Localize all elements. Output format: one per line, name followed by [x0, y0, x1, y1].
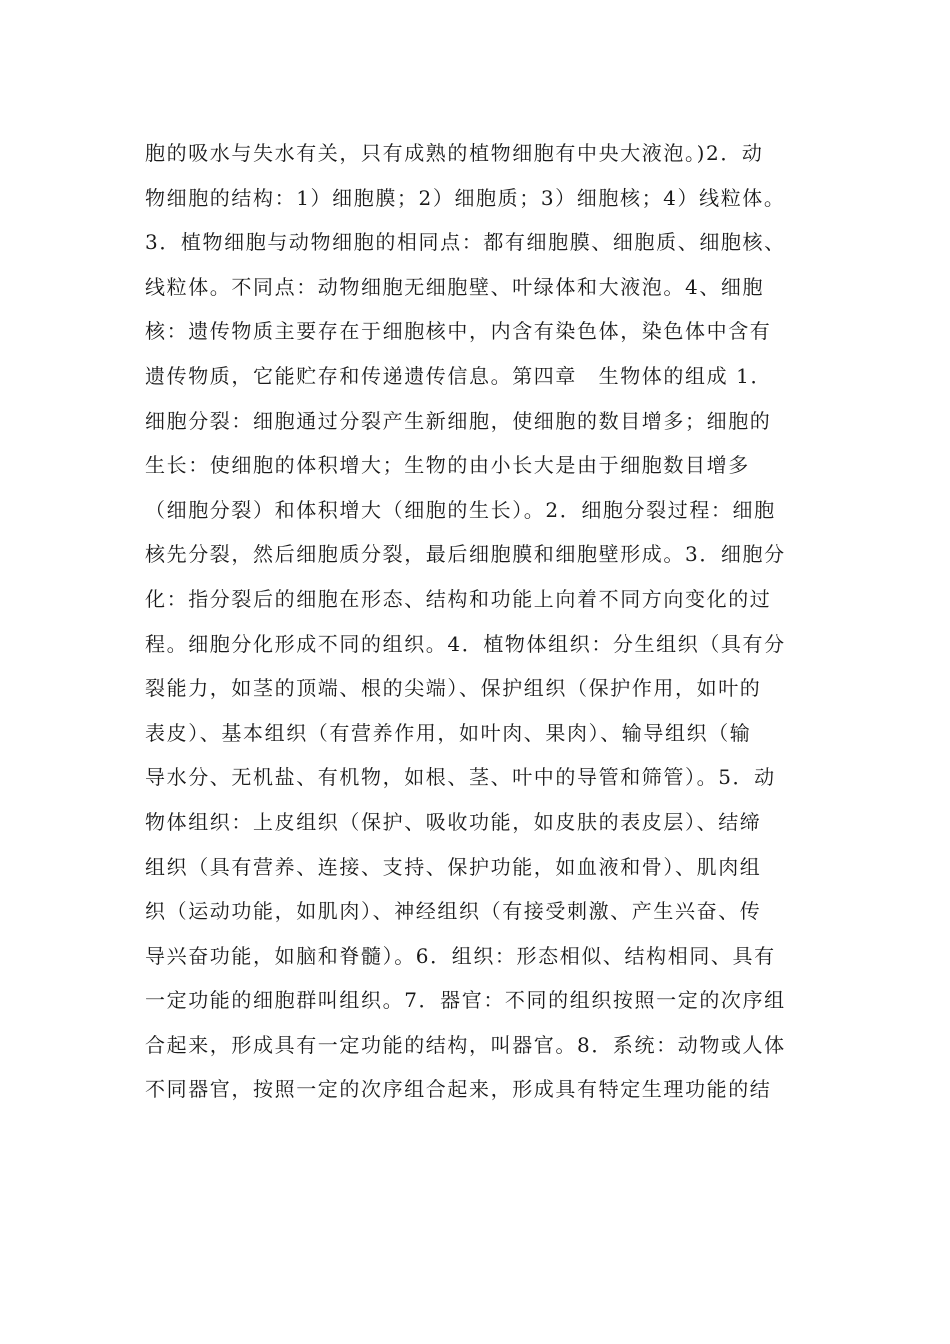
text-line: 3．植物细胞与动物细胞的相同点：都有细胞膜、细胞质、细胞核、	[145, 230, 786, 255]
text-line: 程。细胞分化形成不同的组织。4．植物体组织：分生组织（具有分	[145, 631, 786, 656]
text-line: 核先分裂，然后细胞质分裂，最后细胞膜和细胞壁形成。3．细胞分	[145, 542, 786, 567]
text-line: （细胞分裂）和体积增大（细胞的生长）。2．细胞分裂过程：细胞	[145, 497, 776, 522]
text-line: 生长：使细胞的体积增大；生物的由小长大是由于细胞数目增多	[145, 453, 750, 478]
text-line: 线粒体。不同点：动物细胞无细胞壁、叶绿体和大液泡。4、细胞	[145, 274, 765, 299]
text-line: 组织（具有营养、连接、支持、保护功能，如血液和骨）、肌肉组	[145, 854, 762, 879]
text-line: 裂能力，如茎的顶端、根的尖端）、保护组织（保护作用，如叶的	[145, 676, 762, 701]
text-line: 核：遗传物质主要存在于细胞核中，内含有染色体，染色体中含有	[145, 319, 772, 344]
text-line: 不同器官，按照一定的次序组合起来，形成具有特定生理功能的结	[145, 1077, 772, 1102]
text-line: 遗传物质，它能贮存和传递遗传信息。第四章 生物体的组成 1．	[145, 363, 773, 388]
text-line: 导兴奋功能，如脑和脊髓）。6．组织：形态相似、结构相同、具有	[145, 943, 776, 968]
text-line: 物体组织：上皮组织（保护、吸收功能，如皮肤的表皮层）、结缔	[145, 809, 762, 834]
text-line: 化：指分裂后的细胞在形态、结构和功能上向着不同方向变化的过	[145, 586, 772, 611]
body-text	[145, 131, 810, 1112]
text-line: 织（运动功能，如肌肉）、神经组织（有接受刺激、产生兴奋、传	[145, 899, 762, 924]
text-line: 导水分、无机盐、有机物，如根、茎、叶中的导管和筛管）。5．动	[145, 765, 776, 790]
text-line: 胞的吸水与失水有关，只有成熟的植物细胞有中央大液泡。)2．动	[145, 141, 764, 165]
text-line: 合起来，形成具有一定功能的结构，叫器官。8．系统：动物或人体	[145, 1032, 786, 1057]
text-line: 一定功能的细胞群叫组织。7．器官：不同的组织按照一定的次序组	[145, 988, 786, 1013]
text-line: 物细胞的结构：1）细胞膜；2）细胞质；3）细胞核；4）线粒体。	[145, 185, 786, 210]
text-line: 表皮）、基本组织（有营养作用，如叶肉、果肉）、输导组织（输	[145, 720, 752, 745]
text-line: 细胞分裂：细胞通过分裂产生新细胞，使细胞的数目增多；细胞的	[145, 408, 772, 433]
